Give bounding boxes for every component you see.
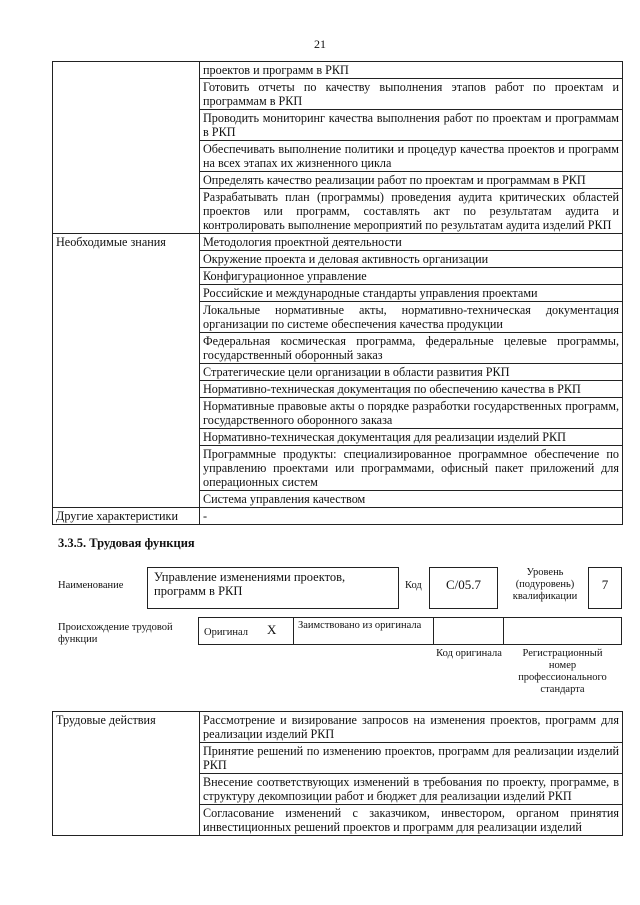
labor-actions-table: [52, 711, 623, 836]
table-cell: проектов и программ в РКП: [200, 62, 623, 79]
function-name-field: Управление изменениями проектов, программ в РКП: [147, 567, 399, 609]
row-label: Трудовые действия: [53, 712, 200, 836]
code-original-label: Код оригинала: [436, 648, 502, 659]
page-number: 21: [314, 37, 326, 51]
table-row: [53, 234, 623, 251]
table-cell: Разрабатывать план (программы) проведения аудита критических областей проектов или программ, составлять акт по результатам аудита и контролировать выполнение мероприятий по результатам аудита изделий РКП: [200, 189, 623, 234]
original-label: Оригинал: [204, 627, 248, 638]
row-label: Необходимые знания: [53, 234, 200, 508]
borrowed-label: Заимствовано из оригинала: [298, 620, 422, 631]
table-cell: Принятие решений по изменению проектов, программ для реализации изделий РКП: [200, 743, 623, 774]
row-label: [53, 62, 200, 234]
table-row: [53, 508, 623, 525]
function-code-field: C/05.7: [429, 567, 498, 609]
table-row: [53, 62, 623, 79]
table-cell: Согласование изменений с заказчиком, инвестором, органом принятия инвестиционных решений проектов и программ для реализации изделий: [200, 805, 623, 836]
table-cell: Определять качество реализации работ по проектам и программам в РКП: [200, 172, 623, 189]
reg-number-label: Регистрационный номер профессионального стандарта: [518, 648, 607, 695]
table-cell: Обеспечивать выполнение политики и процедур качества проектов и программ на всех этапах их жизненного цикла: [200, 141, 623, 172]
competency-table: [52, 61, 623, 525]
origin-label: Происхождение трудовой функции: [58, 622, 173, 645]
row-label: Другие характеристики: [53, 508, 200, 525]
table-cell: -: [200, 508, 623, 525]
code-label: Код: [405, 580, 422, 591]
original-cell: [198, 617, 294, 645]
table-row: [53, 712, 623, 743]
borrowed-cell: [293, 617, 434, 645]
table-cell: Российские и международные стандарты управления проектами: [200, 285, 623, 302]
table-cell: Нормативно-техническая документация для реализации изделий РКП: [200, 429, 623, 446]
table-cell: Рассмотрение и визирование запросов на изменения проектов, программ для реализации изделий РКП: [200, 712, 623, 743]
original-mark: X: [267, 622, 277, 637]
name-label: Наименование: [58, 580, 124, 591]
table-cell: Федеральная космическая программа, федеральные целевые программы, государственный оборонный заказ: [200, 333, 623, 364]
table-cell: Конфигурационное управление: [200, 268, 623, 285]
code-original-cell: [433, 617, 504, 645]
table-cell: Окружение проекта и деловая активность организации: [200, 251, 623, 268]
section-heading: 3.3.5. Трудовая функция: [58, 536, 195, 550]
table-cell: Нормативно-техническая документация по обеспечению качества в РКП: [200, 381, 623, 398]
table-cell: Система управления качеством: [200, 491, 623, 508]
table-cell: Методология проектной деятельности: [200, 234, 623, 251]
table-cell: Программные продукты: специализированное программное обеспечение по управлению проектами или программами, офисный пакет приложений для операционных систем: [200, 446, 623, 491]
reg-number-cell: [503, 617, 622, 645]
table-cell: Проводить мониторинг качества выполнения работ по проектам и программам в РКП: [200, 110, 623, 141]
table-cell: Готовить отчеты по качеству выполнения этапов работ по проектам и программам в РКП: [200, 79, 623, 110]
table-cell: Стратегические цели организации в области развития РКП: [200, 364, 623, 381]
level-label: Уровень (подуровень) квалификации: [512, 567, 578, 602]
table-cell: Локальные нормативные акты, нормативно-техническая документация организации по системе обеспечения качества продукции: [200, 302, 623, 333]
table-cell: Внесение соответствующих изменений в требования по проекту, программе, в структуру декомпозиции работ и бюджет для реализации изделий РКП: [200, 774, 623, 805]
table-cell: Нормативные правовые акты о порядке разработки государственных программ, государственного оборонного заказа: [200, 398, 623, 429]
level-field: 7: [588, 567, 622, 609]
origin-row: [198, 617, 622, 645]
